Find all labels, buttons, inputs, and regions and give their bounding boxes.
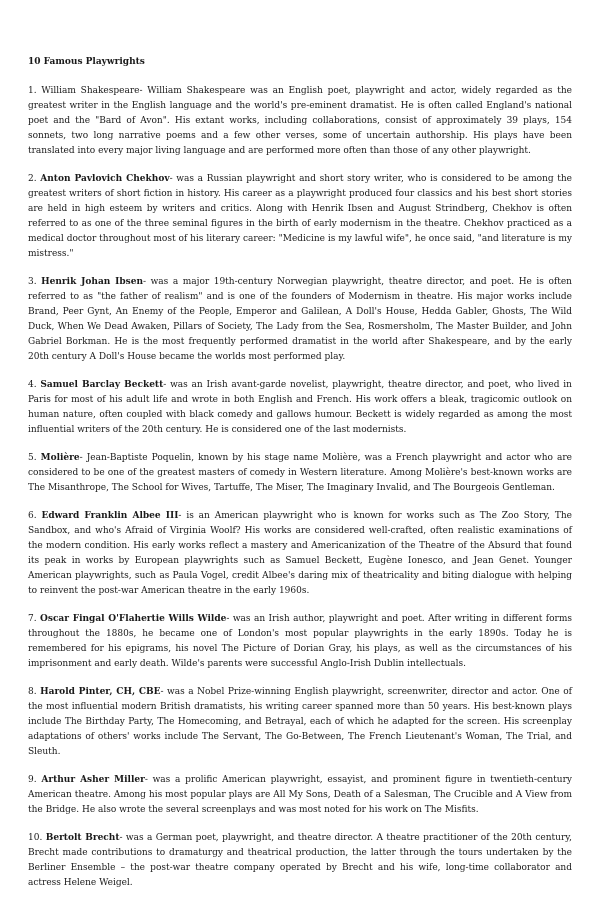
list-item [28, 773, 572, 818]
entry-number: 7. [28, 614, 37, 624]
entry-text: - Jean-Baptiste Poquelin, known by his stage name Molière, was a French playwright and actor who are considered to be one of the greatest masters of comedy in Western literature. Among Molière's best-known works are The Misanthrope, The School for Wives, Tartuffe, The Miser, The Imaginary Invalid, and The Bourgeois Gentleman. [28, 453, 572, 493]
list-item [28, 685, 572, 760]
list-item [28, 612, 572, 672]
entry-number: 4. [28, 380, 37, 390]
entry-number: 9. [28, 775, 37, 785]
entry-text: - is an American playwright who is known for works such as The Zoo Story, The Sandbox, and who's Afraid of Virginia Woolf? His works are considered well-crafted, often realistic examinations of the modern condition. His early works reflect a mastery and Americanization of the Theatre of the Absurd that found its peak in works by European playwrights such as Samuel Beckett, Eugène Ionesco, and Jean Genet. Younger American playwrights, such as Paula Vogel, credit Albee's daring mix of theatricality and biting dialogue with helping to reinvent the post-war American theatre in the early 1960s. [28, 511, 572, 596]
entry-text: - William Shakespeare was an English poet, playwright and actor, widely regarded as the greatest writer in the English language and the world's pre-eminent dramatist. He is often called England's national poet and the "Bard of Avon". His extant works, including collaborations, consist of approximately 39 plays, 154 sonnets, two long narrative poems and a few other verses, some of uncertain authorship. His plays have been translated into every major living language and are performed more often than those of any other playwright. [28, 86, 572, 156]
list-item [28, 831, 572, 891]
list-item [28, 275, 572, 365]
entry-number: 3. [28, 277, 37, 287]
entry-text: - was an Irish avant-garde novelist, playwright, theatre director, and poet, who lived in Paris for most of his adult life and wrote in both English and French. His work offers a bleak, tragicomic outlook on human nature, often coupled with black comedy and gallows humour. Beckett is widely regarded as among the most influential writers of the 20th century. He is considered one of the last modernists. [28, 380, 572, 435]
list-item [28, 84, 572, 159]
entry-number: 8. [28, 687, 37, 697]
playwright-name: Molière [40, 453, 80, 463]
list-item [28, 378, 572, 438]
entry-text: - was a German poet, playwright, and theatre director. A theatre practitioner of the 20th century, Brecht made contributions to dramaturgy and theatrical production, the latter through the tours undertaken by the Berliner Ensemble – the post-war theatre company operated by Brecht and his wife, long-time collaborator and actress Helene Weigel. [28, 833, 572, 888]
playwright-name: William Shakespeare [41, 86, 140, 96]
entry-text: - was a Nobel Prize-winning English playwright, screenwriter, director and actor. One of the most influential modern British dramatists, his writing career spanned more than 50 years. His best-known plays include The Birthday Party, The Homecoming, and Betrayal, each of which he adapted for the screen. His screenplay adaptations of others' works include The Servant, The Go-Between, The French Lieutenant's Woman, The Trial, and Sleuth. [28, 687, 572, 757]
entry-text: - was a major 19th-century Norwegian playwright, theatre director, and poet. He is often referred to as "the father of realism" and is one of the founders of Modernism in theatre. His major works include Brand, Peer Gynt, An Enemy of the People, Emperor and Galilean, A Doll's House, Hedda Gabler, Ghosts, The Wild Duck, When We Dead Awaken, Pillars of Society, The Lady from the Sea, Rosmersholm, The Master Builder, and John Gabriel Borkman. He is the most frequently performed dramatist in the world after Shakespeare, and by the early 20th century A Doll's House became the worlds most performed play. [28, 277, 572, 362]
entry-number: 1. [28, 86, 37, 96]
playwright-name: Henrik Johan Ibsen [41, 277, 143, 287]
playwright-name: Bertolt Brecht [45, 833, 120, 843]
playwright-name: Oscar Fingal O'Flahertie Wills Wilde [40, 614, 227, 624]
playwright-name: Anton Pavlovich Chekhov [40, 174, 170, 184]
playwright-name: Edward Franklin Albee III [41, 511, 179, 521]
entry-text: - was an Irish author, playwright and poet. After writing in different forms throughout the 1880s, he became one of London's most popular playwrights in the early 1890s. Today he is remembered for his epigrams, his novel The Picture of Dorian Gray, his plays, as well as the circumstances of his imprisonment and early death. Wilde's parents were successful Anglo-Irish Dublin intellectuals. [28, 614, 572, 669]
list-item [28, 172, 572, 262]
playwright-name: Arthur Asher Miller [41, 775, 145, 785]
entry-number: 10. [28, 833, 43, 843]
list-item [28, 451, 572, 496]
playwright-name: Samuel Barclay Beckett [40, 380, 164, 390]
document-page [28, 55, 572, 904]
entry-text: - was a Russian playwright and short story writer, who is considered to be among the greatest writers of short fiction in history. His career as a playwright produced four classics and his best short stories are held in high esteem by writers and critics. Along with Henrik Ibsen and August Strindberg, Chekhov is often referred to as one of the three seminal figures in the birth of early modernism in the theatre. Chekhov practiced as a medical doctor throughout most of his literary career: "Medicine is my lawful wife", he once said, "and literature is my mistress." [28, 174, 573, 259]
entry-text: - was a prolific American playwright, essayist, and prominent figure in twentieth-century American theatre. Among his most popular plays are All My Sons, Death of a Salesman, The Crucible and A View from the Bridge. He also wrote the several screenplays and was most noted for his work on The Misfits. [28, 775, 572, 815]
entry-number: 6. [28, 511, 37, 521]
list-item [28, 509, 572, 599]
entry-number: 2. [28, 174, 37, 184]
page-title: 10 Famous Playwrights [28, 57, 145, 67]
entry-number: 5. [28, 453, 37, 463]
playwright-name: Harold Pinter, CH, CBE [40, 687, 161, 697]
